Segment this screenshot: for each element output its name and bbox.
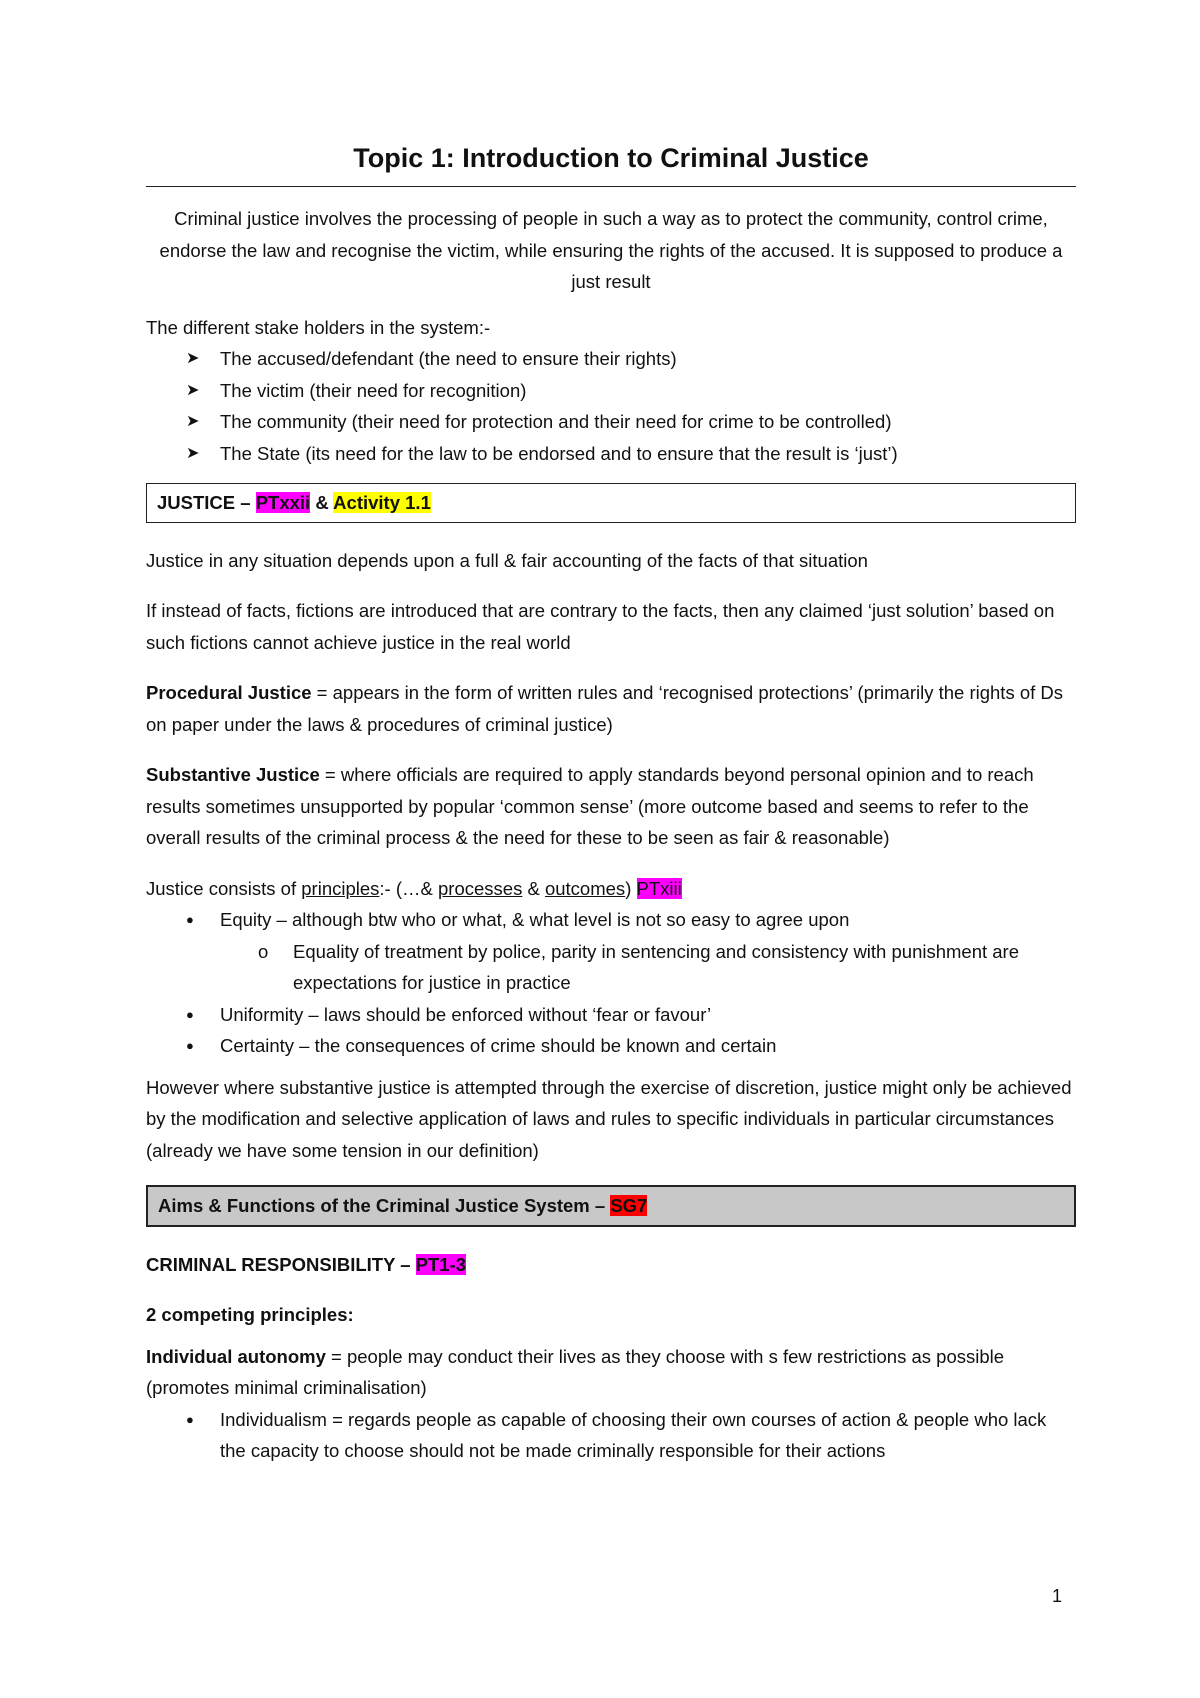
page-number: 1 — [1051, 1586, 1062, 1606]
autonomy-paragraph: Individual autonomy = people may conduct their lives as they choose with s few restrictions as possible (promotes minimal criminalisation) — [146, 1345, 1005, 1398]
stakeholders-heading: The different stake holders in the system:- — [146, 316, 491, 338]
arrow-bullet-icon: ➤ — [186, 350, 200, 367]
list-item: ● Certainty – the consequences of crime should be known and certain — [146, 1030, 1076, 1062]
list-item: ➤ The accused/defendant (the need to ensure their rights) — [146, 343, 1076, 375]
term: Procedural Justice — [146, 682, 312, 703]
bullet-icon: ● — [186, 912, 194, 927]
reference-tag: PTxxii — [255, 492, 311, 513]
reference-tag: SG7 — [610, 1195, 648, 1216]
term: Individual autonomy — [146, 1345, 326, 1367]
sub-list-item: o Equality of treatment by police, parity in sentencing and consistency with punishment are expectations for justice in practice — [146, 936, 1076, 999]
justice-section-header: JUSTICE – PTxxii & Activity 1.1 — [146, 483, 1076, 523]
paragraph: Justice in any situation depends upon a full & fair accounting of the facts of that situation — [146, 549, 868, 571]
list-item: ● Equity – although btw who or what, & what level is not so easy to agree upon — [146, 904, 1076, 936]
aims-section-header: Aims & Functions of the Criminal Justice System – SG7 — [146, 1185, 1076, 1227]
bullet-icon: ● — [186, 1038, 194, 1053]
however-paragraph: However where substantive justice is attempted through the exercise of discretion, justice might only be achieved by the modification and selective application of laws and rules to specific individuals in particular circumstances (already we have some tension in our definition) — [146, 1076, 1072, 1161]
substantive-justice-paragraph: Substantive Justice = where officials are required to apply standards beyond personal opinion and to reach results sometimes unsupported by popular ‘common sense’ (more outcome based and seems to refer to the overall results of the criminal process & the need for these to be seen as fair & reasonable) — [146, 764, 1034, 848]
document-content — [146, 140, 1076, 1477]
competing-principles-heading: 2 competing principles: — [146, 1304, 354, 1325]
activity-tag: Activity 1.1 — [333, 492, 431, 513]
list-item: ➤ The State (its need for the law to be endorsed and to ensure that the result is ‘just’) — [146, 438, 1076, 470]
arrow-bullet-icon: ➤ — [186, 444, 200, 462]
circle-bullet-icon: o — [258, 940, 269, 962]
reference-tag: PTxiii — [636, 877, 682, 899]
arrow-bullet-icon: ➤ — [186, 381, 200, 399]
list-item: ➤ The community (their need for protection and their need for crime to be controlled) — [146, 406, 1076, 438]
consists-paragraph: Justice consists of principles:- (…& processes & outcomes) PTxiii — [146, 877, 682, 899]
criminal-responsibility-heading: CRIMINAL RESPONSIBILITY – PT1-3 — [146, 1253, 467, 1275]
list-item: ● Individualism = regards people as capable of choosing their own courses of action & people who lack the capacity to choose should not be made criminally responsible for their actions — [146, 1404, 1076, 1467]
autonomy-list — [146, 1404, 1076, 1467]
bullet-icon: ● — [186, 1411, 194, 1427]
page-title: Topic 1: Introduction to Criminal Justice — [146, 140, 1076, 187]
list-item: ● Uniformity – laws should be enforced without ‘fear or favour’ — [146, 999, 1076, 1031]
term: Substantive Justice — [146, 764, 320, 785]
paragraph: If instead of facts, fictions are introduced that are contrary to the facts, then any claimed ‘just solution’ based on such fictions cannot achieve justice in the real world — [146, 600, 1055, 653]
procedural-justice-paragraph: Procedural Justice = appears in the form of written rules and ‘recognised protections’ (primarily the rights of Ds on paper under the laws & procedures of criminal justice) — [146, 682, 1064, 735]
stakeholders-list — [146, 343, 1076, 469]
bullet-icon: ● — [186, 1006, 194, 1022]
justice-principles-list — [146, 904, 1076, 1062]
list-item: ➤ The victim (their need for recognition) — [146, 375, 1076, 407]
arrow-bullet-icon: ➤ — [186, 413, 200, 430]
reference-tag: PT1-3 — [415, 1253, 467, 1275]
intro-paragraph: Criminal justice involves the processing of people in such a way as to protect the community, control crime, endorse the law and recognise the victim, while ensuring the rights of the accused. It is supposed to produce a just result — [159, 208, 1063, 292]
